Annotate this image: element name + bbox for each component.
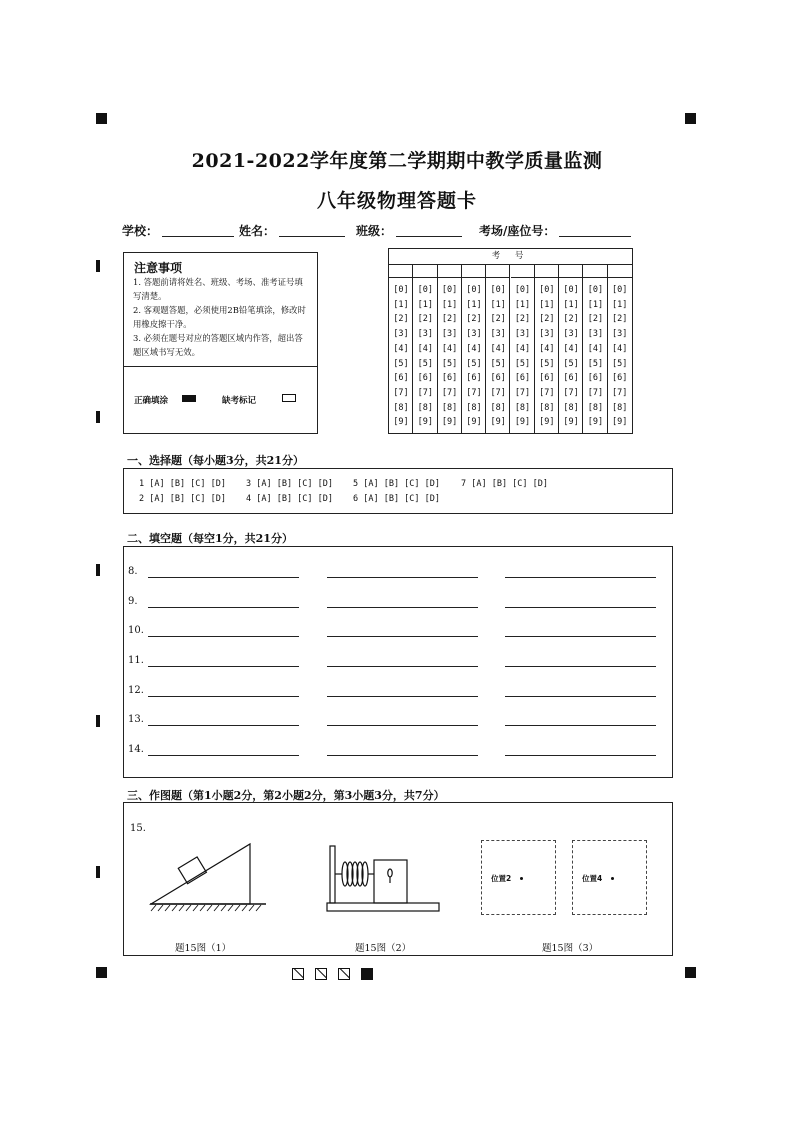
fill-answer-blank[interactable]: [505, 725, 656, 726]
fill-question-number: 9.: [128, 596, 138, 607]
ground-hatching: [151, 905, 261, 911]
exam-number-bubble[interactable]: [0]: [441, 285, 458, 295]
notice-title: 注意事项: [134, 261, 183, 275]
exam-number-bubble[interactable]: [4]: [563, 343, 579, 354]
exam-number-bubble[interactable]: [1]: [612, 299, 628, 310]
exam-number-write-cell[interactable]: [438, 264, 462, 278]
exam-number-bubble[interactable]: [1]: [490, 299, 506, 310]
exam-number-bubble[interactable]: [2]: [417, 314, 433, 325]
fill-answer-blank[interactable]: [327, 755, 478, 756]
fill-question-number: 13.: [128, 714, 144, 725]
registration-mark-top-left: [96, 113, 107, 124]
exam-number-bubble[interactable]: [1]: [393, 299, 409, 310]
exam-number-bubble[interactable]: [8]: [466, 402, 482, 413]
exam-number-write-cell[interactable]: [608, 264, 632, 278]
section3-title: 三、作图题（第1小题2分，第2小题2分，第3小题3分，共7分）: [127, 789, 445, 802]
exam-number-bubble[interactable]: [3]: [563, 329, 579, 340]
exam-number-bubble[interactable]: [9]: [539, 417, 555, 428]
fill-question-number: 11.: [128, 655, 144, 666]
exam-number-bubble[interactable]: [7]: [466, 387, 482, 398]
block: [178, 857, 206, 884]
exam-number-bubble[interactable]: [0]: [417, 285, 433, 295]
absent-mark-label: 缺考标记: [222, 396, 257, 406]
position4-box[interactable]: [572, 840, 647, 915]
registration-mark-bottom-right: [685, 967, 696, 978]
exam-number-bubble[interactable]: [4]: [393, 343, 409, 354]
exam-number-bubble[interactable]: [5]: [466, 358, 482, 369]
class-field[interactable]: [356, 222, 462, 239]
exam-number-bubble[interactable]: [3]: [514, 329, 531, 340]
position2-dot: [520, 877, 523, 880]
exam-number-grid: [388, 248, 633, 434]
exam-number-bubble[interactable]: [0]: [539, 285, 555, 295]
exam-number-write-cell[interactable]: [559, 264, 583, 278]
exam-number-bubble[interactable]: [6]: [441, 373, 458, 384]
exam-number-bubble[interactable]: [0]: [466, 285, 482, 295]
exam-number-bubble[interactable]: [1]: [466, 299, 482, 310]
exam-number-bubble[interactable]: [8]: [612, 402, 628, 413]
exam-number-bubble[interactable]: [9]: [563, 417, 579, 428]
choice-question-1[interactable]: 1 [A] [B] [C] [D]: [139, 479, 226, 489]
exam-number-write-cell[interactable]: [486, 264, 510, 278]
exam-number-bubble[interactable]: [8]: [563, 402, 579, 413]
page-mark-slash: [292, 968, 304, 980]
exam-number-bubble[interactable]: [0]: [393, 285, 409, 295]
exam-number-bubble[interactable]: [7]: [393, 387, 409, 398]
exam-number-write-cell[interactable]: [535, 264, 559, 278]
exam-number-bubble[interactable]: [3]: [466, 329, 482, 340]
exam-number-bubble[interactable]: [1]: [441, 299, 458, 310]
fill-question-number: 10.: [128, 625, 144, 636]
fill-answer-blank[interactable]: [505, 636, 656, 637]
notice-item: 1. 答题前请将姓名、班级、考场、准考证号填写清楚。: [133, 277, 303, 301]
registration-mark-top-right: [685, 113, 696, 124]
choice-question-5[interactable]: 5 [A] [B] [C] [D]: [353, 479, 440, 489]
fill-answer-blank[interactable]: [148, 725, 299, 726]
figure-caption-1: 题15图（1）: [175, 943, 232, 954]
timing-mark: [96, 564, 100, 576]
fill-answer-blank[interactable]: [148, 666, 299, 667]
exam-number-bubble[interactable]: [8]: [490, 402, 506, 413]
exam-number-bubble[interactable]: [5]: [612, 358, 628, 369]
exam-number-bubble[interactable]: [4]: [514, 343, 531, 354]
incline-triangle: [151, 844, 250, 904]
exam-number-write-cell[interactable]: [413, 264, 437, 278]
exam-number-write-cell[interactable]: [462, 264, 486, 278]
exam-number-bubble[interactable]: [6]: [514, 373, 531, 384]
fill-answer-blank[interactable]: [327, 666, 478, 667]
exam-number-bubble[interactable]: [4]: [417, 343, 433, 354]
fill-answer-blank[interactable]: [327, 607, 478, 608]
exam-number-bubble[interactable]: [8]: [514, 402, 531, 413]
exam-number-bubble[interactable]: [2]: [587, 314, 604, 325]
fill-in-box: [123, 546, 673, 778]
exam-number-bubble[interactable]: [0]: [490, 285, 506, 295]
fill-question-number: 8.: [128, 566, 138, 577]
exam-number-bubble[interactable]: [2]: [563, 314, 579, 325]
exam-number-bubble[interactable]: [3]: [490, 329, 506, 340]
exam-number-bubble[interactable]: [1]: [539, 299, 555, 310]
exam-number-bubble[interactable]: [5]: [587, 358, 604, 369]
correct-fill-sample: [182, 395, 196, 402]
fill-question-number: 14.: [128, 744, 144, 755]
exam-number-bubble[interactable]: [9]: [417, 417, 433, 428]
exam-number-bubble[interactable]: [9]: [441, 417, 458, 428]
exam-number-bubble[interactable]: [4]: [441, 343, 458, 354]
exam-number-bubble[interactable]: [8]: [417, 402, 433, 413]
timing-mark: [96, 411, 100, 423]
absent-mark-box[interactable]: [282, 394, 296, 402]
exam-number-bubble[interactable]: [0]: [563, 285, 579, 295]
choice-question-7[interactable]: 7 [A] [B] [C] [D]: [461, 479, 548, 489]
incline-block-figure[interactable]: [148, 838, 270, 914]
choice-question-2[interactable]: 2 [A] [B] [C] [D]: [139, 494, 226, 504]
exam-number-bubble[interactable]: [9]: [587, 417, 604, 428]
fill-answer-blank[interactable]: [327, 636, 478, 637]
divider: [124, 366, 317, 367]
section2-title: 二、填空题（每空1分，共21分）: [127, 532, 293, 545]
exam-number-bubble[interactable]: [2]: [612, 314, 628, 325]
fill-answer-blank[interactable]: [505, 607, 656, 608]
exam-number-bubble[interactable]: [4]: [612, 343, 628, 354]
timing-mark: [96, 715, 100, 727]
exam-number-bubble[interactable]: [3]: [587, 329, 604, 340]
page-mark-slash: [338, 968, 350, 980]
fill-answer-blank[interactable]: [327, 577, 478, 578]
exam-number-bubble[interactable]: [3]: [539, 329, 555, 340]
exam-title: 2021-2022学年度第二学期期中教学质量监测: [191, 150, 603, 172]
timing-mark: [96, 260, 100, 272]
exam-number-bubble[interactable]: [7]: [539, 387, 555, 398]
exam-number-bubble[interactable]: [2]: [539, 314, 555, 325]
choice-question-6[interactable]: 6 [A] [B] [C] [D]: [353, 494, 440, 504]
fill-answer-blank[interactable]: [148, 636, 299, 637]
exam-number-bubble[interactable]: [4]: [466, 343, 482, 354]
exam-number-bubble[interactable]: [6]: [490, 373, 506, 384]
exam-number-bubble[interactable]: [9]: [612, 417, 628, 428]
name-field[interactable]: [239, 222, 345, 239]
fill-answer-blank[interactable]: [327, 725, 478, 726]
timing-mark: [96, 866, 100, 878]
exam-number-bubble[interactable]: [2]: [466, 314, 482, 325]
exam-number-write-cell[interactable]: [389, 264, 413, 278]
exam-number-bubble[interactable]: [7]: [587, 387, 604, 398]
room-seat-field[interactable]: [479, 222, 631, 239]
room-seat-label: 考场/座位号：: [479, 224, 556, 238]
exam-number-write-cell[interactable]: [583, 264, 607, 278]
exam-number-bubble[interactable]: [8]: [587, 402, 604, 413]
exam-number-bubble[interactable]: [7]: [612, 387, 628, 398]
choice-question-4[interactable]: 4 [A] [B] [C] [D]: [246, 494, 333, 504]
section1-title: 一、选择题（每小题3分，共21分）: [127, 454, 304, 467]
fill-answer-blank[interactable]: [327, 696, 478, 697]
exam-number-bubble[interactable]: [6]: [612, 373, 628, 384]
figure-caption-2: 题15图（2）: [355, 943, 412, 954]
exam-number-bubble[interactable]: [5]: [490, 358, 506, 369]
page-mark-slash: [315, 968, 327, 980]
exam-number-bubble[interactable]: [4]: [539, 343, 555, 354]
class-label: 班级：: [356, 224, 393, 238]
exam-number-bubble[interactable]: [9]: [514, 417, 531, 428]
exam-number-bubble[interactable]: [6]: [563, 373, 579, 384]
exam-number-bubble[interactable]: [3]: [441, 329, 458, 340]
notice-box: [123, 252, 318, 434]
exam-number-bubble[interactable]: [7]: [563, 387, 579, 398]
fill-answer-blank[interactable]: [148, 696, 299, 697]
exam-number-bubble[interactable]: [7]: [441, 387, 458, 398]
exam-number-bubble[interactable]: [2]: [490, 314, 506, 325]
fill-answer-blank[interactable]: [505, 696, 656, 697]
drawing-question-number: 15.: [130, 823, 146, 834]
exam-number-bubble[interactable]: [2]: [393, 314, 409, 325]
spring-electromagnet-figure[interactable]: [326, 843, 442, 913]
exam-number-bubble[interactable]: [5]: [393, 358, 409, 369]
exam-number-bubble[interactable]: [6]: [417, 373, 433, 384]
fill-answer-blank[interactable]: [505, 666, 656, 667]
exam-number-bubble[interactable]: [9]: [466, 417, 482, 428]
coil-spring: [342, 862, 368, 886]
exam-number-bubble[interactable]: [1]: [587, 299, 604, 310]
exam-number-bubble[interactable]: [8]: [539, 402, 555, 413]
exam-number-bubble[interactable]: [8]: [441, 402, 458, 413]
exam-number-bubble[interactable]: [9]: [393, 417, 409, 428]
exam-number-bubble[interactable]: [8]: [393, 402, 409, 413]
registration-mark-bottom-left: [96, 967, 107, 978]
fill-answer-blank[interactable]: [148, 755, 299, 756]
fill-answer-blank[interactable]: [505, 755, 656, 756]
exam-number-bubble[interactable]: [5]: [539, 358, 555, 369]
fill-answer-blank[interactable]: [505, 577, 656, 578]
exam-number-bubble[interactable]: [0]: [612, 285, 628, 295]
exam-number-write-cell[interactable]: [511, 264, 535, 278]
exam-number-bubble[interactable]: [4]: [490, 343, 506, 354]
position2-label: 位置2: [491, 874, 512, 883]
answer-sheet-title: 八年级物理答题卡: [316, 190, 477, 212]
exam-number-bubble[interactable]: [6]: [393, 373, 409, 384]
exam-number-bubble[interactable]: [5]: [514, 358, 531, 369]
choice-question-3[interactable]: 3 [A] [B] [C] [D]: [246, 479, 333, 489]
exam-number-bubble[interactable]: [5]: [563, 358, 579, 369]
notice-item: 2. 客观题答题，必须使用2B铅笔填涂，修改时用橡皮擦干净。: [133, 305, 306, 329]
wall: [330, 846, 335, 903]
exam-number-bubble[interactable]: [1]: [514, 299, 531, 310]
fill-question-number: 12.: [128, 685, 144, 696]
page-mark-filled: [361, 968, 373, 980]
exam-number-bubble[interactable]: [3]: [417, 329, 433, 340]
exam-number-bubble[interactable]: [2]: [514, 314, 531, 325]
fill-answer-blank[interactable]: [148, 577, 299, 578]
exam-number-bubble[interactable]: [7]: [514, 387, 531, 398]
position4-dot: [611, 877, 614, 880]
school-label: 学校：: [122, 224, 159, 238]
correct-fill-label: 正确填涂: [134, 396, 169, 406]
exam-number-bubble[interactable]: [7]: [417, 387, 433, 398]
name-label: 姓名：: [239, 224, 276, 238]
exam-number-bubble[interactable]: [0]: [514, 285, 531, 295]
exam-number-header: 考 号: [389, 249, 632, 265]
exam-number-bubble[interactable]: [6]: [587, 373, 604, 384]
exam-number-bubble[interactable]: [4]: [587, 343, 604, 354]
figure-caption-3: 题15图（3）: [542, 943, 599, 954]
multiple-choice-box: [123, 468, 673, 514]
exam-number-bubble[interactable]: [9]: [490, 417, 506, 428]
exam-number-bubble[interactable]: [1]: [417, 299, 433, 310]
exam-number-bubble[interactable]: [3]: [393, 329, 409, 340]
exam-number-bubble[interactable]: [7]: [490, 387, 506, 398]
exam-number-bubble[interactable]: [5]: [417, 358, 433, 369]
exam-number-bubble[interactable]: [2]: [441, 314, 458, 325]
exam-number-bubble[interactable]: [3]: [612, 329, 628, 340]
base-board: [327, 903, 439, 911]
fill-answer-blank[interactable]: [148, 607, 299, 608]
position2-box[interactable]: [481, 840, 556, 915]
notice-item: 3. 必须在题号对应的答题区域内作答，超出答题区域书写无效。: [133, 333, 303, 357]
exam-number-bubble[interactable]: [1]: [563, 299, 579, 310]
exam-number-bubble[interactable]: [0]: [587, 285, 604, 295]
exam-number-bubble[interactable]: [6]: [466, 373, 482, 384]
exam-number-bubble[interactable]: [5]: [441, 358, 458, 369]
student-info-row: [122, 222, 652, 242]
exam-number-bubble[interactable]: [6]: [539, 373, 555, 384]
school-field[interactable]: [122, 222, 234, 239]
position4-label: 位置4: [582, 874, 603, 883]
